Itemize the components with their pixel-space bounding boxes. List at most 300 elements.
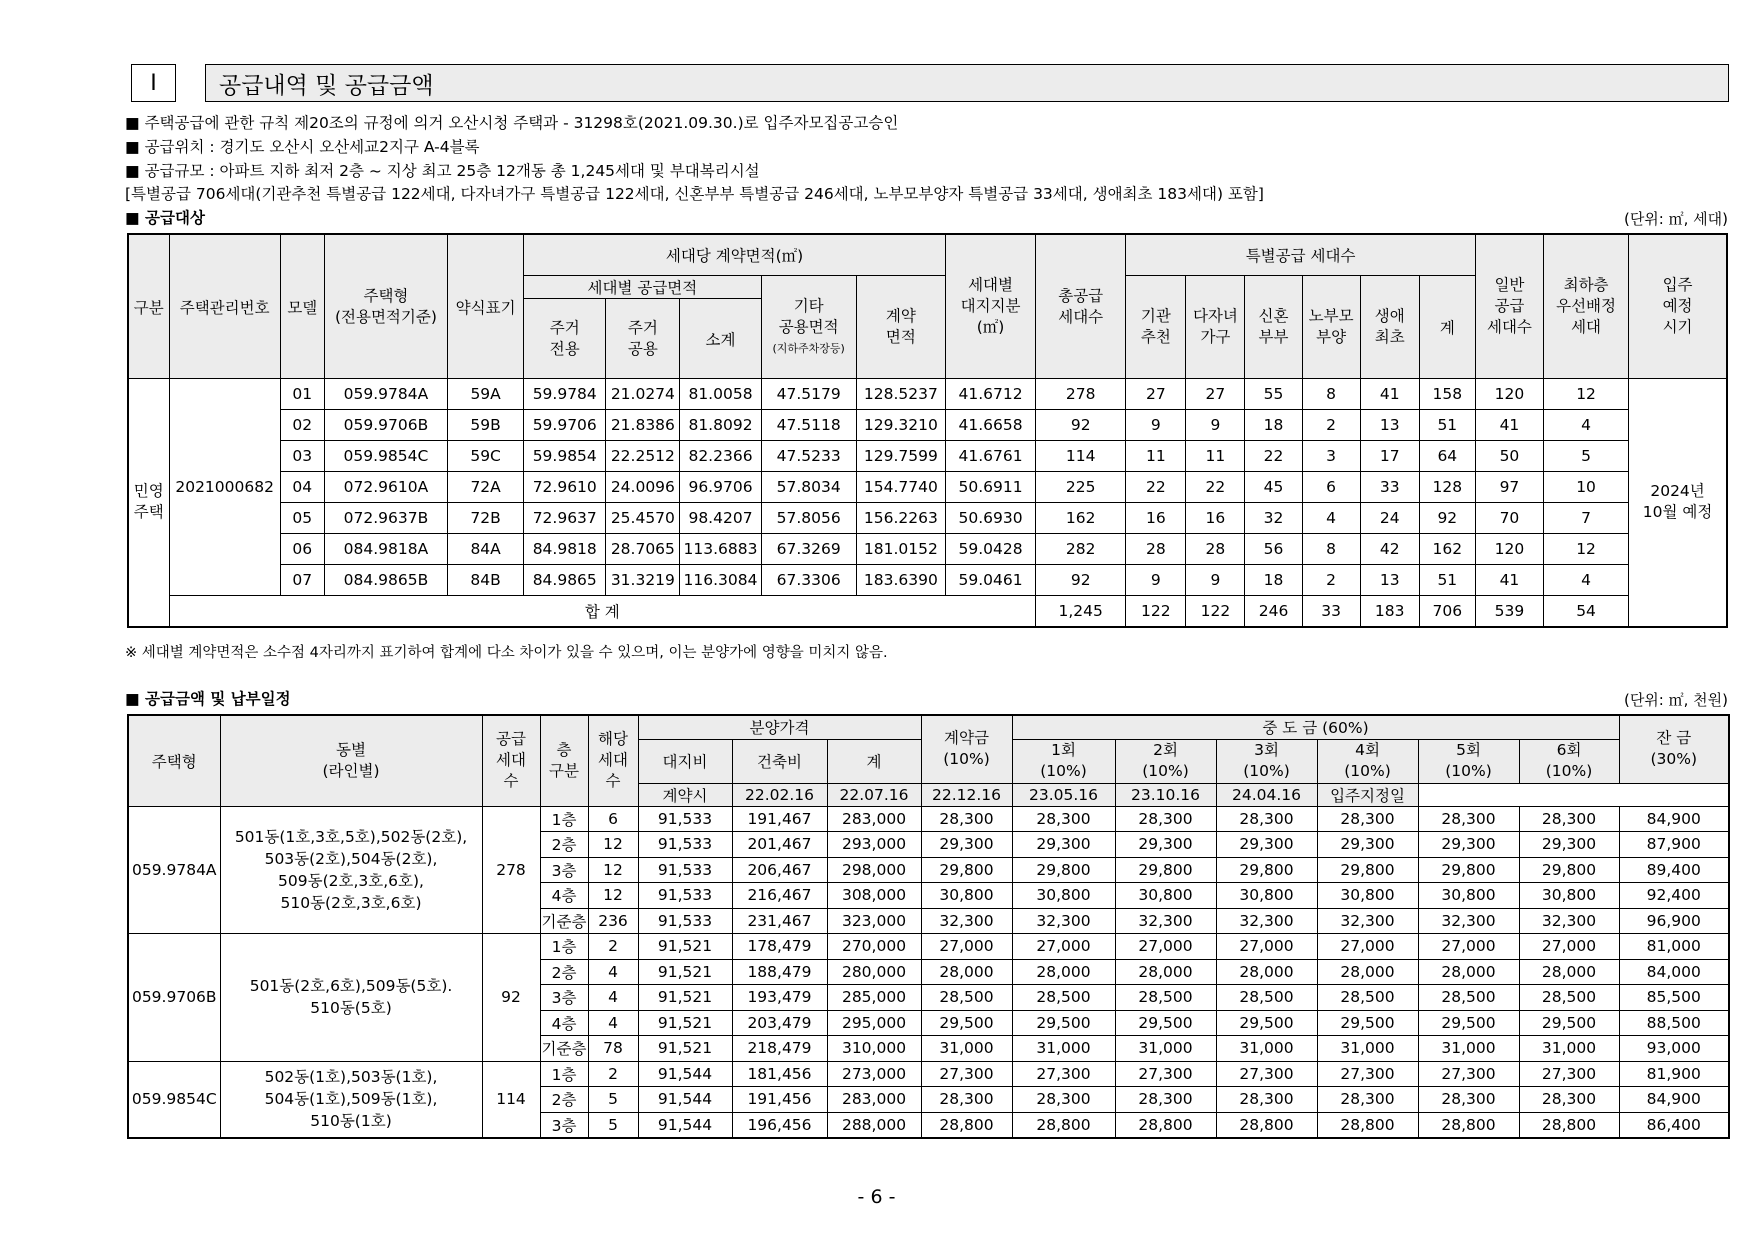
price-cell: 27,300 bbox=[1418, 1061, 1519, 1087]
price-cell: 32,300 bbox=[1418, 908, 1519, 934]
supply-cell: 059.9854C bbox=[324, 441, 447, 472]
supply-cell: 3 bbox=[1302, 441, 1360, 472]
supply-cell: 47.5118 bbox=[761, 410, 856, 441]
price-cell: 91,544 bbox=[638, 1112, 732, 1138]
hdr-multi-child: 다자녀 가구 bbox=[1186, 276, 1245, 379]
supply-target-unit: (단위: ㎡, 세대) bbox=[1623, 210, 1728, 228]
price-cell: 295,000 bbox=[827, 1010, 921, 1036]
supply-cell: 98.4207 bbox=[680, 503, 761, 534]
supply-cell: 16 bbox=[1126, 503, 1186, 534]
price-cell: 29,800 bbox=[1115, 857, 1216, 883]
price-cell: 29,300 bbox=[1519, 832, 1619, 858]
price-cell: 298,000 bbox=[827, 857, 921, 883]
price-cell: 29,300 bbox=[1012, 832, 1115, 858]
price-cell: 81,900 bbox=[1619, 1061, 1729, 1087]
area-note: ※ 세대별 계약면적은 소수점 4자리까지 표기하여 합계에 다소 차이가 있을 수 있으며, 이는 분양가에 영향을 미치지 않음. bbox=[125, 645, 888, 661]
price-cell: 91,533 bbox=[638, 806, 732, 832]
supply-cell: 28.7065 bbox=[606, 534, 680, 565]
supply-cell: 4 bbox=[1302, 503, 1360, 534]
supply-cell: 84.9865 bbox=[524, 565, 606, 596]
price-cell: 28,800 bbox=[1418, 1112, 1519, 1138]
price-building-cell: 501동(2호,6호),509동(5호). 510동(5호) bbox=[220, 934, 482, 1062]
price-cell: 293,000 bbox=[827, 832, 921, 858]
supply-cell: 18 bbox=[1245, 410, 1302, 441]
p-hdr-building-label: 동별 bbox=[336, 740, 366, 759]
scale-line: ■ 공급규모 : 아파트 지하 최저 2층 ~ 지상 최고 25층 12개동 총 1,245세대 및 부대복리시설 bbox=[125, 162, 760, 180]
hdr-other-common-sub: (지하주차장등) bbox=[772, 341, 845, 355]
price-unit: (단위: ㎡, 천원) bbox=[1623, 691, 1728, 709]
price-cell: 32,300 bbox=[1012, 908, 1115, 934]
price-cell: 28,500 bbox=[1519, 985, 1619, 1011]
supply-cell: 156.2263 bbox=[856, 503, 945, 534]
supply-row bbox=[128, 410, 1727, 441]
total-cell: 1,245 bbox=[1036, 596, 1126, 627]
supply-cell: 8 bbox=[1302, 534, 1360, 565]
supply-cell: 27 bbox=[1186, 379, 1245, 410]
price-cell: 28,300 bbox=[1317, 1087, 1418, 1113]
supply-target-table bbox=[127, 233, 1728, 628]
price-cell: 29,800 bbox=[1317, 857, 1418, 883]
hdr-type-label: 주택형 bbox=[363, 286, 409, 305]
price-cell: 91,521 bbox=[638, 1036, 732, 1062]
section-number: I bbox=[131, 64, 176, 102]
supply-cell: 45 bbox=[1245, 472, 1302, 503]
supply-row bbox=[128, 503, 1727, 534]
price-cell: 92,400 bbox=[1619, 883, 1729, 909]
price-cell: 28,300 bbox=[1216, 806, 1317, 832]
price-cell: 270,000 bbox=[827, 934, 921, 960]
supply-cell: 28 bbox=[1186, 534, 1245, 565]
total-cell: 183 bbox=[1360, 596, 1419, 627]
price-cell: 91,521 bbox=[638, 959, 732, 985]
price-cell: 91,521 bbox=[638, 985, 732, 1011]
supply-cell: 24 bbox=[1360, 503, 1419, 534]
price-cell: 4 bbox=[588, 985, 638, 1011]
supply-cell: 12 bbox=[1543, 379, 1628, 410]
p-hdr-supply-units: 공급 세대 수 bbox=[482, 715, 540, 806]
price-cell: 29,500 bbox=[1418, 1010, 1519, 1036]
supply-cell: 41 bbox=[1475, 410, 1543, 441]
price-cell: 191,456 bbox=[732, 1087, 827, 1113]
supply-cell: 4 bbox=[1543, 565, 1628, 596]
hdr-subtotal: 소계 bbox=[680, 299, 761, 379]
p-hdr-date-2: 22.07.16 bbox=[827, 783, 921, 806]
supply-cell: 072.9610A bbox=[324, 472, 447, 503]
supply-cell: 24.0096 bbox=[606, 472, 680, 503]
supply-cell: 96.9706 bbox=[680, 472, 761, 503]
supply-cell: 4 bbox=[1543, 410, 1628, 441]
supply-cell: 59.9784 bbox=[524, 379, 606, 410]
supply-cell: 84B bbox=[448, 565, 524, 596]
hdr-mgmt-no: 주택관리번호 bbox=[169, 234, 280, 379]
supply-cell: 120 bbox=[1475, 534, 1543, 565]
p-hdr-date-3: 22.12.16 bbox=[921, 783, 1012, 806]
price-cell: 3층 bbox=[540, 985, 588, 1011]
supply-cell: 57.8056 bbox=[761, 503, 856, 534]
supply-cell: 50.6911 bbox=[945, 472, 1035, 503]
supply-cell: 084.9818A bbox=[324, 534, 447, 565]
price-cell: 288,000 bbox=[827, 1112, 921, 1138]
supply-cell: 25.4570 bbox=[606, 503, 680, 534]
p-hdr-deposit-date: 계약시 bbox=[638, 783, 732, 806]
price-cell: 188,479 bbox=[732, 959, 827, 985]
price-type-cell: 059.9706B bbox=[128, 934, 220, 1062]
p-hdr-building bbox=[220, 715, 482, 806]
supply-cell: 13 bbox=[1360, 565, 1419, 596]
price-cell: 28,000 bbox=[1115, 959, 1216, 985]
supply-cell: 22 bbox=[1245, 441, 1302, 472]
supply-cell: 67.3269 bbox=[761, 534, 856, 565]
supply-cell: 72.9610 bbox=[524, 472, 606, 503]
supply-cell: 32 bbox=[1245, 503, 1302, 534]
price-cell: 29,800 bbox=[921, 857, 1012, 883]
price-cell: 193,479 bbox=[732, 985, 827, 1011]
hdr-supply-area: 세대별 공급면적 bbox=[524, 276, 761, 299]
price-cell: 93,000 bbox=[1619, 1036, 1729, 1062]
price-cell: 91,533 bbox=[638, 883, 732, 909]
supply-cell: 13 bbox=[1360, 410, 1419, 441]
supply-cell: 059.9784A bbox=[324, 379, 447, 410]
supply-cell: 64 bbox=[1419, 441, 1475, 472]
price-cell: 28,000 bbox=[1317, 959, 1418, 985]
price-cell: 28,500 bbox=[1317, 985, 1418, 1011]
p-hdr-sum: 계 bbox=[827, 739, 921, 783]
supply-cell: 92 bbox=[1419, 503, 1475, 534]
price-cell: 91,533 bbox=[638, 857, 732, 883]
price-supply-cell: 114 bbox=[482, 1061, 540, 1138]
price-row bbox=[128, 806, 1729, 832]
price-cell: 178,479 bbox=[732, 934, 827, 960]
price-cell: 1층 bbox=[540, 1061, 588, 1087]
price-cell: 4 bbox=[588, 959, 638, 985]
supply-cell: 59A bbox=[448, 379, 524, 410]
supply-target-heading: ■ 공급대상 bbox=[125, 209, 205, 227]
supply-cell: 11 bbox=[1126, 441, 1186, 472]
total-cell: 539 bbox=[1475, 596, 1543, 627]
hdr-first-life: 생애 최초 bbox=[1360, 276, 1419, 379]
price-cell: 28,300 bbox=[1418, 806, 1519, 832]
price-cell: 29,500 bbox=[1115, 1010, 1216, 1036]
price-cell: 28,000 bbox=[1216, 959, 1317, 985]
special-supply-line: [특별공급 706세대(기관추천 특별공급 122세대, 다자녀가구 특별공급 122세대, 신혼부부 특별공급 246세대, 노부모부양자 특별공급 33세대, 생애최초 183세대) 포함] bbox=[125, 185, 1264, 203]
supply-cell: 03 bbox=[280, 441, 324, 472]
price-cell: 29,500 bbox=[1216, 1010, 1317, 1036]
price-cell: 191,467 bbox=[732, 806, 827, 832]
supply-cell: 28 bbox=[1126, 534, 1186, 565]
supply-cell: 225 bbox=[1036, 472, 1126, 503]
price-cell: 310,000 bbox=[827, 1036, 921, 1062]
price-cell: 27,000 bbox=[1216, 934, 1317, 960]
supply-cell: 154.7740 bbox=[856, 472, 945, 503]
supply-cell: 16 bbox=[1186, 503, 1245, 534]
hdr-institution: 기관 추천 bbox=[1126, 276, 1186, 379]
price-cell: 29,300 bbox=[1115, 832, 1216, 858]
supply-cell: 05 bbox=[280, 503, 324, 534]
supply-cell: 59B bbox=[448, 410, 524, 441]
price-cell: 27,000 bbox=[921, 934, 1012, 960]
price-cell: 1층 bbox=[540, 934, 588, 960]
supply-cell: 282 bbox=[1036, 534, 1126, 565]
total-cell: 706 bbox=[1419, 596, 1475, 627]
price-cell: 30,800 bbox=[1216, 883, 1317, 909]
price-cell: 31,000 bbox=[1519, 1036, 1619, 1062]
supply-cell: 162 bbox=[1036, 503, 1126, 534]
p-hdr-type: 주택형 bbox=[128, 715, 220, 806]
supply-cell: 47.5179 bbox=[761, 379, 856, 410]
supply-cell: 128 bbox=[1419, 472, 1475, 503]
hdr-lowest-floor: 최하층 우선배정 세대 bbox=[1543, 234, 1628, 379]
price-cell: 28,300 bbox=[921, 806, 1012, 832]
price-cell: 30,800 bbox=[1012, 883, 1115, 909]
supply-cell: 81.8092 bbox=[680, 410, 761, 441]
price-cell: 31,000 bbox=[921, 1036, 1012, 1062]
supply-row bbox=[128, 472, 1727, 503]
price-cell: 29,300 bbox=[921, 832, 1012, 858]
price-cell: 3층 bbox=[540, 1112, 588, 1138]
hdr-contract-area-per-unit: 세대당 계약면적(㎡) bbox=[524, 234, 946, 276]
supply-row bbox=[128, 441, 1727, 472]
page-number: - 6 - bbox=[857, 1186, 896, 1208]
price-cell: 28,800 bbox=[1317, 1112, 1418, 1138]
price-cell: 4 bbox=[588, 1010, 638, 1036]
supply-cell: 072.9637B bbox=[324, 503, 447, 534]
price-cell: 28,500 bbox=[1115, 985, 1216, 1011]
p-hdr-installment-3: 3회 (10%) bbox=[1216, 739, 1317, 783]
supply-cell: 41.6658 bbox=[945, 410, 1035, 441]
p-hdr-land: 대지비 bbox=[638, 739, 732, 783]
price-cell: 308,000 bbox=[827, 883, 921, 909]
hdr-total-supply: 총공급 세대수 bbox=[1036, 234, 1126, 379]
p-hdr-deposit: 계약금 (10%) bbox=[921, 715, 1012, 783]
supply-cell: 21.8386 bbox=[606, 410, 680, 441]
supply-cell: 42 bbox=[1360, 534, 1419, 565]
price-cell: 29,500 bbox=[1012, 1010, 1115, 1036]
supply-cell: 17 bbox=[1360, 441, 1419, 472]
price-cell: 216,467 bbox=[732, 883, 827, 909]
price-cell: 323,000 bbox=[827, 908, 921, 934]
price-cell: 28,500 bbox=[1012, 985, 1115, 1011]
price-cell: 28,500 bbox=[1418, 985, 1519, 1011]
supply-cell: 278 bbox=[1036, 379, 1126, 410]
supply-cell: 84A bbox=[448, 534, 524, 565]
price-cell: 78 bbox=[588, 1036, 638, 1062]
price-cell: 196,456 bbox=[732, 1112, 827, 1138]
supply-cell: 50 bbox=[1475, 441, 1543, 472]
supply-cell: 158 bbox=[1419, 379, 1475, 410]
supply-cell: 128.5237 bbox=[856, 379, 945, 410]
p-hdr-installment-4: 4회 (10%) bbox=[1317, 739, 1418, 783]
supply-cell: 162 bbox=[1419, 534, 1475, 565]
supply-cell: 70 bbox=[1475, 503, 1543, 534]
price-type-cell: 059.9854C bbox=[128, 1061, 220, 1138]
p-hdr-installment-2: 2회 (10%) bbox=[1115, 739, 1216, 783]
price-cell: 30,800 bbox=[921, 883, 1012, 909]
price-cell: 기준층 bbox=[540, 1036, 588, 1062]
supply-cell: 9 bbox=[1186, 410, 1245, 441]
price-cell: 28,300 bbox=[1519, 1087, 1619, 1113]
supply-cell: 22.2512 bbox=[606, 441, 680, 472]
price-cell: 5 bbox=[588, 1087, 638, 1113]
supply-cell: 129.7599 bbox=[856, 441, 945, 472]
hdr-type-sub: (전용면적기준) bbox=[334, 307, 437, 326]
move-in-cell: 2024년 10월 예정 bbox=[1629, 379, 1727, 627]
p-hdr-date-5: 23.10.16 bbox=[1115, 783, 1216, 806]
price-cell: 27,300 bbox=[1317, 1061, 1418, 1087]
p-hdr-balance: 잔 금 (30%) bbox=[1619, 715, 1729, 783]
price-cell: 29,300 bbox=[1216, 832, 1317, 858]
price-cell: 27,300 bbox=[1115, 1061, 1216, 1087]
section-title: 공급내역 및 공급금액 bbox=[205, 64, 1729, 102]
supply-cell: 2 bbox=[1302, 565, 1360, 596]
supply-row bbox=[128, 534, 1727, 565]
price-cell: 91,544 bbox=[638, 1087, 732, 1113]
price-cell: 28,300 bbox=[1519, 806, 1619, 832]
price-cell: 88,500 bbox=[1619, 1010, 1729, 1036]
price-cell: 28,000 bbox=[921, 959, 1012, 985]
supply-cell: 47.5233 bbox=[761, 441, 856, 472]
p-hdr-date-4: 23.05.16 bbox=[1012, 783, 1115, 806]
total-cell: 246 bbox=[1245, 596, 1302, 627]
price-heading: ■ 공급금액 및 납부일정 bbox=[125, 690, 291, 708]
price-cell: 27,300 bbox=[1519, 1061, 1619, 1087]
price-cell: 29,500 bbox=[1317, 1010, 1418, 1036]
price-cell: 2층 bbox=[540, 1087, 588, 1113]
supply-cell: 41.6712 bbox=[945, 379, 1035, 410]
supply-cell: 92 bbox=[1036, 565, 1126, 596]
hdr-general: 일반 공급 세대수 bbox=[1475, 234, 1543, 379]
supply-cell: 55 bbox=[1245, 379, 1302, 410]
price-cell: 기준층 bbox=[540, 908, 588, 934]
supply-cell: 21.0274 bbox=[606, 379, 680, 410]
supply-cell: 92 bbox=[1036, 410, 1126, 441]
price-cell: 29,300 bbox=[1418, 832, 1519, 858]
supply-cell: 72.9637 bbox=[524, 503, 606, 534]
total-row bbox=[128, 596, 1727, 627]
hdr-special-total: 계 bbox=[1419, 276, 1475, 379]
price-cell: 231,467 bbox=[732, 908, 827, 934]
supply-cell: 82.2366 bbox=[680, 441, 761, 472]
supply-cell: 41.6761 bbox=[945, 441, 1035, 472]
hdr-newlywed: 신혼 부부 bbox=[1245, 276, 1302, 379]
price-cell: 27,000 bbox=[1519, 934, 1619, 960]
price-cell: 27,000 bbox=[1012, 934, 1115, 960]
price-cell: 27,300 bbox=[921, 1061, 1012, 1087]
price-cell: 28,800 bbox=[1115, 1112, 1216, 1138]
price-cell: 12 bbox=[588, 857, 638, 883]
price-cell: 27,000 bbox=[1317, 934, 1418, 960]
supply-cell: 22 bbox=[1186, 472, 1245, 503]
price-cell: 28,300 bbox=[1012, 1087, 1115, 1113]
price-cell: 201,467 bbox=[732, 832, 827, 858]
price-cell: 91,521 bbox=[638, 934, 732, 960]
hdr-res-common: 주거 공용 bbox=[606, 299, 680, 379]
price-cell: 91,544 bbox=[638, 1061, 732, 1087]
supply-cell: 181.0152 bbox=[856, 534, 945, 565]
price-cell: 27,000 bbox=[1418, 934, 1519, 960]
supply-cell: 2 bbox=[1302, 410, 1360, 441]
supply-row bbox=[128, 379, 1727, 410]
price-cell: 81,000 bbox=[1619, 934, 1729, 960]
p-hdr-date-1: 22.02.16 bbox=[732, 783, 827, 806]
p-hdr-building-sub: (라인별) bbox=[322, 761, 380, 780]
price-cell: 32,300 bbox=[921, 908, 1012, 934]
supply-cell: 27 bbox=[1126, 379, 1186, 410]
price-cell: 2 bbox=[588, 1061, 638, 1087]
price-cell: 280,000 bbox=[827, 959, 921, 985]
hdr-res-exclusive: 주거 전용 bbox=[524, 299, 606, 379]
p-hdr-balance-date: 입주지정일 bbox=[1317, 783, 1418, 806]
supply-cell: 51 bbox=[1419, 410, 1475, 441]
price-cell: 12 bbox=[588, 832, 638, 858]
price-cell: 283,000 bbox=[827, 1087, 921, 1113]
p-hdr-installment-6: 6회 (10%) bbox=[1519, 739, 1619, 783]
price-cell: 84,900 bbox=[1619, 1087, 1729, 1113]
price-cell: 2층 bbox=[540, 959, 588, 985]
price-cell: 28,800 bbox=[921, 1112, 1012, 1138]
supply-cell: 12 bbox=[1543, 534, 1628, 565]
division-cell: 민영 주택 bbox=[128, 379, 169, 627]
hdr-other-common bbox=[761, 276, 856, 379]
price-cell: 2 bbox=[588, 934, 638, 960]
price-cell: 91,521 bbox=[638, 1010, 732, 1036]
p-hdr-date-6: 24.04.16 bbox=[1216, 783, 1317, 806]
supply-cell: 5 bbox=[1543, 441, 1628, 472]
price-supply-cell: 92 bbox=[482, 934, 540, 1062]
price-cell: 28,300 bbox=[1012, 806, 1115, 832]
supply-cell: 11 bbox=[1186, 441, 1245, 472]
price-cell: 28,300 bbox=[1418, 1087, 1519, 1113]
price-row bbox=[128, 934, 1729, 960]
price-cell: 273,000 bbox=[827, 1061, 921, 1087]
supply-cell: 02 bbox=[280, 410, 324, 441]
price-cell: 30,800 bbox=[1115, 883, 1216, 909]
hdr-contract-area: 계약 면적 bbox=[856, 276, 945, 379]
p-hdr-units: 해당 세대 수 bbox=[588, 715, 638, 806]
hdr-short: 약식표기 bbox=[448, 234, 524, 379]
price-cell: 28,300 bbox=[921, 1087, 1012, 1113]
price-cell: 84,900 bbox=[1619, 806, 1729, 832]
price-cell: 28,300 bbox=[1115, 1087, 1216, 1113]
supply-cell: 07 bbox=[280, 565, 324, 596]
supply-cell: 59.0428 bbox=[945, 534, 1035, 565]
supply-cell: 6 bbox=[1302, 472, 1360, 503]
price-cell: 181,456 bbox=[732, 1061, 827, 1087]
total-cell: 33 bbox=[1302, 596, 1360, 627]
price-cell: 28,000 bbox=[1012, 959, 1115, 985]
supply-cell: 84.9818 bbox=[524, 534, 606, 565]
price-cell: 28,800 bbox=[1216, 1112, 1317, 1138]
price-cell: 30,800 bbox=[1418, 883, 1519, 909]
price-cell: 29,800 bbox=[1216, 857, 1317, 883]
supply-cell: 59C bbox=[448, 441, 524, 472]
supply-cell: 10 bbox=[1543, 472, 1628, 503]
price-row bbox=[128, 1061, 1729, 1087]
hdr-model: 모델 bbox=[280, 234, 324, 379]
price-cell: 29,300 bbox=[1317, 832, 1418, 858]
supply-cell: 41 bbox=[1360, 379, 1419, 410]
supply-cell: 04 bbox=[280, 472, 324, 503]
supply-cell: 51 bbox=[1419, 565, 1475, 596]
price-cell: 30,800 bbox=[1317, 883, 1418, 909]
supply-cell: 59.9706 bbox=[524, 410, 606, 441]
supply-cell: 67.3306 bbox=[761, 565, 856, 596]
price-cell: 32,300 bbox=[1115, 908, 1216, 934]
location-line: ■ 공급위치 : 경기도 오산시 오산세교2지구 A-4블록 bbox=[125, 138, 480, 156]
price-cell: 29,500 bbox=[921, 1010, 1012, 1036]
supply-cell: 33 bbox=[1360, 472, 1419, 503]
price-cell: 28,000 bbox=[1418, 959, 1519, 985]
price-cell: 27,000 bbox=[1115, 934, 1216, 960]
